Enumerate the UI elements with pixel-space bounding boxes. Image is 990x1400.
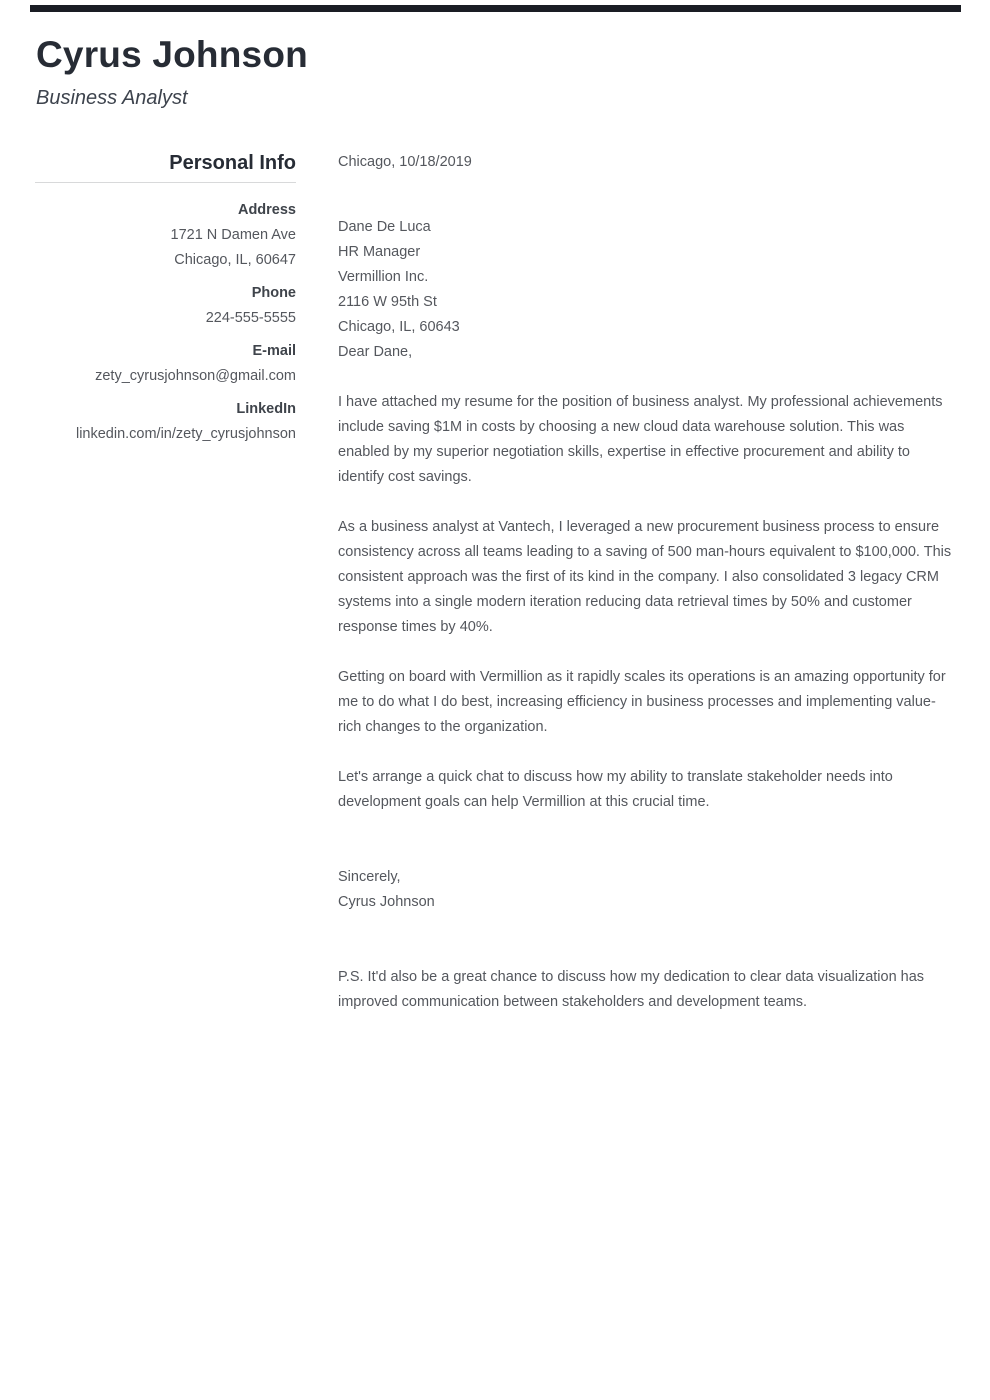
phone-value: 224-555-5555: [205, 310, 296, 326]
sidebar-section-linkedin: [35, 397, 296, 447]
paragraph-motivation: Getting on board with Vermillion as it rapidly scales its operations is an amazing opportunity for me to do what I do best, increasing efficiency in business processes and implementing value-rich changes to the organization.: [338, 669, 946, 735]
accent-top-bar: [30, 5, 961, 12]
email-label: E-mail: [252, 343, 296, 359]
recipient-street: 2116 W 95th St: [338, 294, 437, 310]
paragraph-call-to-action: Let's arrange a quick chat to discuss how my ability to translate stakeholder needs into development goals can help Vermillion at this crucial time.: [338, 769, 893, 810]
personal-info-sidebar: [35, 150, 296, 1015]
document-header: [0, 0, 990, 110]
letter-date-line: Chicago, 10/18/2019: [338, 154, 472, 170]
signoff-block: [338, 865, 956, 915]
paragraph-intro: I have attached my resume for the position of business analyst. My professional achievements include saving $1M in costs by choosing a new cloud data warehouse solution. This was enabled by my superior negotiation skills, expertise in effective procurement and ability to identify cost savings.: [338, 394, 943, 485]
phone-label: Phone: [251, 285, 296, 301]
recipient-name: Dane De Luca: [338, 219, 431, 235]
linkedin-label: LinkedIn: [236, 401, 296, 417]
sidebar-divider: [35, 182, 296, 183]
address-line-1: 1721 N Damen Ave: [170, 227, 296, 243]
linkedin-value: linkedin.com/in/zety_cyrusjohnson: [75, 426, 296, 442]
sidebar-section-address: [35, 198, 296, 273]
closing: Sincerely,: [338, 869, 401, 885]
salutation: Dear Dane,: [338, 344, 413, 360]
recipient-block: [338, 215, 956, 340]
postscript: P.S. It'd also be a great chance to discuss how my dedication to clear data visualization has improved communication between stakeholders and development teams.: [338, 969, 925, 1010]
sidebar-section-phone: [35, 281, 296, 331]
recipient-company: Vermillion Inc.: [338, 269, 429, 285]
applicant-name: Cyrus Johnson: [36, 34, 308, 75]
recipient-title: HR Manager: [338, 244, 421, 260]
sidebar-heading: Personal Info: [169, 152, 296, 174]
email-value: zety_cyrusjohnson@gmail.com: [95, 368, 296, 384]
sidebar-section-email: [35, 339, 296, 389]
paragraph-achievements: As a business analyst at Vantech, I leveraged a new procurement business process to ensure consistency across all teams leading to a saving of 500 man-hours equivalent to $100,000. This consistent approach was the first of its kind in the company. I also consolidated 3 legacy CRM systems into a single modern iteration reducing data retrieval times by 50% and customer response times by 40%.: [338, 519, 952, 635]
applicant-job-title: Business Analyst: [36, 87, 188, 109]
document-body: [0, 150, 990, 1015]
signature: Cyrus Johnson: [338, 894, 435, 910]
address-label: Address: [237, 202, 296, 218]
recipient-city: Chicago, IL, 60643: [338, 319, 460, 335]
letter-body: [338, 150, 956, 1015]
address-line-2: Chicago, IL, 60647: [174, 252, 296, 268]
